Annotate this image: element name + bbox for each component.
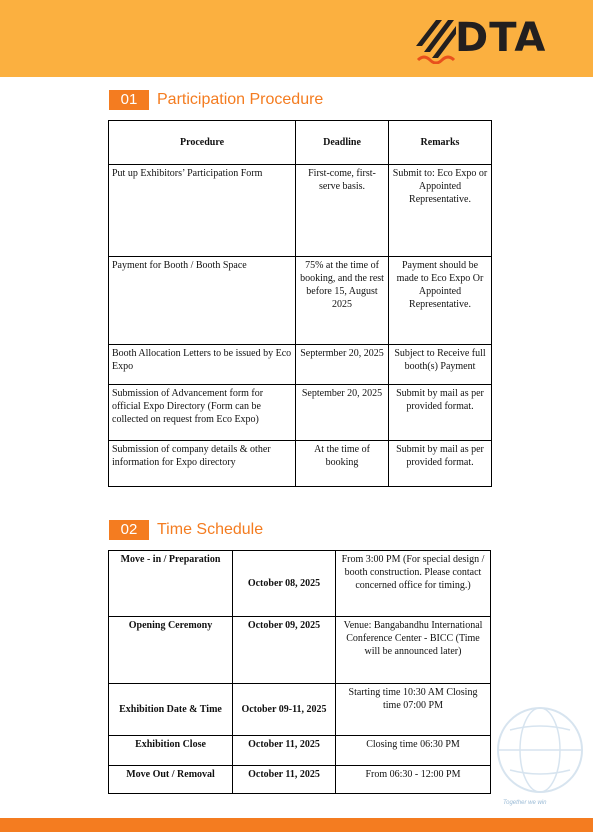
table-row bbox=[109, 385, 492, 441]
section-title: Participation Procedure bbox=[157, 91, 324, 108]
table-row bbox=[109, 165, 492, 257]
participation-procedure-table bbox=[108, 120, 492, 487]
event-cell: Opening Ceremony bbox=[109, 617, 233, 684]
deadline-cell: 75% at the time of booking, and the rest before 15, August 2025 bbox=[296, 257, 389, 345]
column-header-procedure: Procedure bbox=[109, 121, 296, 165]
procedure-cell: Booth Allocation Letters to be issued by Eco Expo bbox=[109, 345, 296, 385]
column-header-deadline: Deadline bbox=[296, 121, 389, 165]
procedure-cell: Put up Exhibitors’ Participation Form bbox=[109, 165, 296, 257]
details-cell: Closing time 06:30 PM bbox=[336, 736, 491, 766]
remarks-cell: Submit by mail as per provided format. bbox=[389, 441, 492, 487]
details-cell: From 06:30 - 12:00 PM bbox=[336, 766, 491, 794]
date-cell: October 09-11, 2025 bbox=[233, 684, 336, 736]
procedure-cell: Submission of company details & other information for Expo directory bbox=[109, 441, 296, 487]
table-row bbox=[109, 736, 491, 766]
table-row bbox=[109, 257, 492, 345]
table-row bbox=[109, 345, 492, 385]
globe-watermark-icon bbox=[490, 700, 590, 800]
event-cell: Exhibition Date & Time bbox=[109, 684, 233, 736]
details-cell: From 3:00 PM (For special design / booth construction. Please contact concerned office for timing.) bbox=[336, 551, 491, 617]
deadline-cell: Septermber 20, 2025 bbox=[296, 345, 389, 385]
date-cell: October 09, 2025 bbox=[233, 617, 336, 684]
table-row bbox=[109, 441, 492, 487]
footer-band bbox=[0, 818, 593, 832]
details-cell: Starting time 10:30 AM Closing time 07:00 PM bbox=[336, 684, 491, 736]
remarks-cell: Subject to Receive full booth(s) Payment bbox=[389, 345, 492, 385]
procedure-cell: Submission of Advancement form for official Expo Directory (Form can be collected on request from Eco Expo) bbox=[109, 385, 296, 441]
deadline-cell: First-come, first-serve basis. bbox=[296, 165, 389, 257]
date-cell: October 08, 2025 bbox=[233, 551, 336, 617]
section-title: Time Schedule bbox=[157, 521, 264, 538]
logo-mark-icon bbox=[416, 20, 456, 63]
time-schedule-table bbox=[108, 550, 491, 794]
table-row bbox=[109, 551, 491, 617]
event-cell: Move - in / Preparation bbox=[109, 551, 233, 617]
date-cell: October 11, 2025 bbox=[233, 736, 336, 766]
procedure-cell: Payment for Booth / Booth Space bbox=[109, 257, 296, 345]
remarks-cell: Payment should be made to Eco Expo Or Appointed Representative. bbox=[389, 257, 492, 345]
logo-text: DTA bbox=[455, 15, 547, 61]
table-row bbox=[109, 766, 491, 794]
remarks-cell: Submit to: Eco Expo or Appointed Representative. bbox=[389, 165, 492, 257]
section-number: 02 bbox=[109, 520, 149, 540]
section-number: 01 bbox=[109, 90, 149, 110]
table-header-row bbox=[109, 121, 492, 165]
table-row bbox=[109, 684, 491, 736]
watermark-text: Together we win bbox=[503, 800, 547, 806]
date-cell: October 11, 2025 bbox=[233, 766, 336, 794]
details-cell: Venue: Bangabandhu International Conference Center - BICC (Time will be announced later) bbox=[336, 617, 491, 684]
remarks-cell: Submit by mail as per provided format. bbox=[389, 385, 492, 441]
section-header-time-schedule bbox=[109, 520, 263, 540]
column-header-remarks: Remarks bbox=[389, 121, 492, 165]
section-header-participation bbox=[109, 90, 323, 110]
event-cell: Move Out / Removal bbox=[109, 766, 233, 794]
event-cell: Exhibition Close bbox=[109, 736, 233, 766]
deadline-cell: September 20, 2025 bbox=[296, 385, 389, 441]
table-row bbox=[109, 617, 491, 684]
deadline-cell: At the time of booking bbox=[296, 441, 389, 487]
